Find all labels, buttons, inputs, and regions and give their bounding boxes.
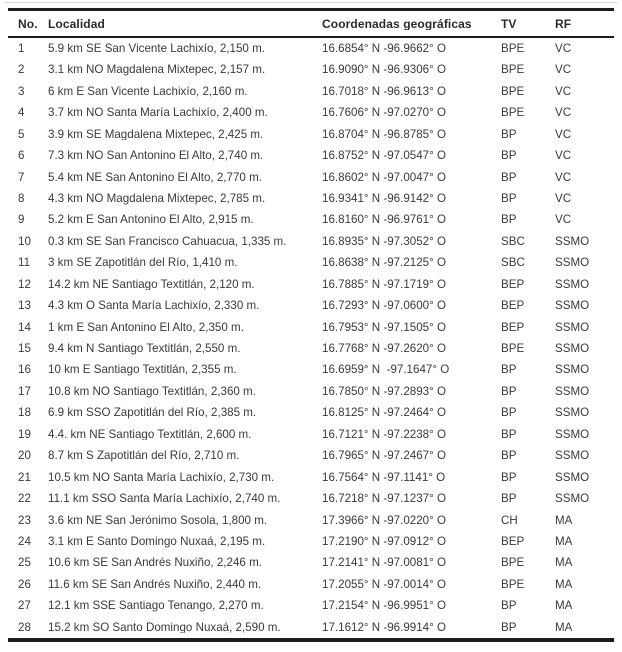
cell-rf: MA <box>555 535 573 548</box>
cell-rf: SSMO <box>555 300 590 312</box>
cell-coordenadas: 17.2141° N -97.0081° O <box>322 557 447 570</box>
table-row <box>8 145 614 166</box>
cell-localidad: 7.3 km NO San Antonino El Alto, 2,740 m. <box>48 150 264 162</box>
cell-rf: SSMO <box>555 385 590 398</box>
table-row <box>8 338 614 359</box>
cell-tv: BP <box>501 214 517 227</box>
table-body <box>8 38 614 638</box>
cell-rf: SSMO <box>555 471 590 484</box>
table-row <box>8 167 614 188</box>
cell-row-number: 4 <box>18 107 25 119</box>
table-row <box>8 445 614 466</box>
table-row <box>8 81 614 102</box>
cell-localidad: 4.4. km NE Santiago Textitlán, 2,600 m. <box>48 428 252 441</box>
cell-tv: SBC <box>501 257 525 269</box>
cell-rf: SSMO <box>555 278 590 291</box>
cell-coordenadas: 16.7121° N -97.2238° O <box>322 428 447 441</box>
cell-tv: BP <box>501 192 517 205</box>
table-row <box>8 252 614 273</box>
cell-row-number: 19 <box>18 428 31 441</box>
cell-row-number: 15 <box>18 343 31 355</box>
cell-coordenadas: 16.7953° N -97.1505° O <box>322 321 447 334</box>
cell-coordenadas: 16.7850° N -97.2893° O <box>322 385 447 398</box>
cell-localidad: 10.6 km SE San Andrés Nuxiño, 2,246 m. <box>48 557 262 570</box>
table-header-row <box>8 11 614 38</box>
cell-coordenadas: 16.8638° N -97.2125° O <box>322 257 447 269</box>
cell-row-number: 18 <box>18 407 31 419</box>
cell-tv: BP <box>501 471 517 484</box>
cell-tv: BPE <box>501 578 525 591</box>
cell-localidad: 6.9 km SSO Zapotitlán del Río, 2,385 m. <box>48 407 257 419</box>
table-row <box>8 574 614 595</box>
table-row <box>8 595 614 616</box>
cell-row-number: 12 <box>18 278 31 291</box>
cell-row-number: 17 <box>18 385 31 398</box>
cell-row-number: 9 <box>18 214 25 227</box>
table-row <box>8 295 614 316</box>
table-header <box>8 11 614 38</box>
cell-row-number: 3 <box>18 85 25 98</box>
cell-coordenadas: 17.2154° N -96.9951° O <box>322 600 447 612</box>
cell-rf: MA <box>555 600 573 612</box>
cell-localidad: 12.1 km SSE Santiago Tenango, 2,270 m. <box>48 600 264 612</box>
cell-tv: BP <box>501 128 517 141</box>
cell-coordenadas: 17.1612° N -96.9914° O <box>322 621 447 634</box>
table-row <box>8 467 614 488</box>
cell-coordenadas: 16.8704° N -96.8785° O <box>322 128 447 141</box>
table-row <box>8 38 614 59</box>
table-row <box>8 381 614 402</box>
table-row <box>8 402 614 423</box>
cell-rf: VC <box>555 64 572 76</box>
cell-tv: BP <box>501 450 517 462</box>
cell-localidad: 5.2 km E San Antonino El Alto, 2,915 m. <box>48 214 254 227</box>
cell-rf: SSMO <box>555 493 590 505</box>
cell-localidad: 6 km E San Vicente Lachixío, 2,160 m. <box>48 85 248 98</box>
cell-row-number: 26 <box>18 578 31 591</box>
cell-row-number: 6 <box>18 150 25 162</box>
cell-coordenadas: 16.8125° N -97.2464° O <box>322 407 447 419</box>
cell-rf: VC <box>555 150 572 162</box>
cell-coordenadas: 16.6854° N -96.9662° O <box>322 42 447 55</box>
cell-localidad: 4.3 km NO Magdalena Mixtepec, 2,785 m. <box>48 192 266 205</box>
cell-rf: MA <box>555 557 573 570</box>
cell-row-number: 22 <box>18 493 31 505</box>
cell-coordenadas: 16.8935° N -97.3052° O <box>322 235 447 248</box>
table-row <box>8 360 614 381</box>
cell-row-number: 20 <box>18 450 31 462</box>
cell-coordenadas: 17.2190° N -97.0912° O <box>322 535 447 548</box>
cell-localidad: 5.4 km NE San Antonino El Alto, 2,770 m. <box>48 171 262 184</box>
cell-localidad: 3.1 km NO Magdalena Mixtepec, 2,157 m. <box>48 64 266 76</box>
cell-rf: VC <box>555 85 572 98</box>
cell-localidad: 3 km SE Zapotitlán del Río, 1,410 m. <box>48 257 238 269</box>
cell-localidad: 5.9 km SE San Vicente Lachixío, 2,150 m. <box>48 42 265 55</box>
cell-row-number: 2 <box>18 64 25 76</box>
cell-coordenadas: 16.9090° N -96.9306° O <box>322 64 447 76</box>
cell-tv: BEP <box>501 535 525 548</box>
cell-coordenadas: 17.3966° N -97.0220° O <box>322 514 447 527</box>
table-row <box>8 317 614 338</box>
cell-coordenadas: 16.9341° N -96.9142° O <box>322 192 447 205</box>
cell-rf: SSMO <box>555 343 590 355</box>
cell-localidad: 0.3 km SE San Francisco Cahuacua, 1,335 m. <box>48 235 287 248</box>
localities-table <box>8 8 614 642</box>
table-row <box>8 231 614 252</box>
cell-row-number: 8 <box>18 192 25 205</box>
cell-coordenadas: 16.7606° N -97.0270° O <box>322 107 447 119</box>
cell-coordenadas: 16.7885° N -97.1719° O <box>322 278 447 291</box>
header-no: No. <box>18 17 38 30</box>
header-tv: TV <box>501 17 517 30</box>
cell-row-number: 5 <box>18 128 25 141</box>
cell-rf: VC <box>555 214 572 227</box>
cell-localidad: 3.7 km NO Santa María Lachixío, 2,400 m. <box>48 107 268 119</box>
cell-rf: SSMO <box>555 321 590 334</box>
cell-row-number: 13 <box>18 300 31 312</box>
cell-tv: BPE <box>501 64 525 76</box>
cell-tv: BPE <box>501 107 525 119</box>
cell-row-number: 21 <box>18 471 31 484</box>
cell-rf: SSMO <box>555 257 590 269</box>
cell-tv: CH <box>501 514 518 527</box>
cell-rf: VC <box>555 171 572 184</box>
cell-localidad: 3.9 km SE Magdalena Mixtepec, 2,425 m. <box>48 128 264 141</box>
table-row <box>8 617 614 638</box>
cell-tv: BEP <box>501 278 525 291</box>
cell-localidad: 10.8 km NO Santiago Textitlán, 2,360 m. <box>48 385 256 398</box>
cell-tv: BP <box>501 600 517 612</box>
header-coordenadas: Coordenadas geográficas <box>322 17 472 30</box>
cell-localidad: 11.1 km SSO Santa María Lachixío, 2,740 m. <box>48 493 281 505</box>
cell-rf: SSMO <box>555 235 590 248</box>
cell-coordenadas: 16.7018° N -96.9613° O <box>322 85 447 98</box>
cell-localidad: 11.6 km SE San Andrés Nuxiño, 2,440 m. <box>48 578 262 591</box>
table-row <box>8 124 614 145</box>
cell-rf: SSMO <box>555 364 590 377</box>
cell-coordenadas: 16.8160° N -96.9761° O <box>322 214 447 227</box>
cell-tv: BEP <box>501 321 525 334</box>
header-localidad: Localidad <box>48 17 105 30</box>
cell-localidad: 3.6 km NE San Jerónimo Sosola, 1,800 m. <box>48 514 268 527</box>
cell-rf: MA <box>555 578 573 591</box>
cell-row-number: 23 <box>18 514 31 527</box>
table-row <box>8 488 614 509</box>
cell-localidad: 10.5 km NO Santa María Lachixío, 2,730 m. <box>48 471 275 484</box>
cell-row-number: 1 <box>18 42 25 55</box>
cell-coordenadas: 16.7293° N -97.0600° O <box>322 300 447 312</box>
cell-tv: BPE <box>501 85 525 98</box>
cell-row-number: 27 <box>18 600 31 612</box>
cell-coordenadas: 16.8752° N -97.0547° O <box>322 150 447 162</box>
cell-row-number: 10 <box>18 235 31 248</box>
cell-tv: BP <box>501 150 517 162</box>
cell-localidad: 14.2 km NE Santiago Textitlán, 2,120 m. <box>48 278 255 291</box>
cell-localidad: 4.3 km O Santa María Lachixío, 2,330 m. <box>48 300 260 312</box>
table-row <box>8 531 614 552</box>
cell-rf: SSMO <box>555 428 590 441</box>
cell-coordenadas: 16.6959° N -97.1647° O <box>322 364 450 377</box>
cell-tv: BPE <box>501 343 525 355</box>
cell-coordenadas: 16.7965° N -97.2467° O <box>322 450 447 462</box>
cell-rf: SSMO <box>555 407 590 419</box>
cell-tv: BP <box>501 621 517 634</box>
cell-row-number: 24 <box>18 535 31 548</box>
cell-localidad: 9.4 km N Santiago Textitlán, 2,550 m. <box>48 343 241 355</box>
cell-tv: SBC <box>501 235 525 248</box>
cell-tv: BP <box>501 364 517 377</box>
cell-rf: VC <box>555 128 572 141</box>
cell-rf: MA <box>555 514 573 527</box>
cell-row-number: 11 <box>18 257 31 269</box>
cell-row-number: 25 <box>18 557 31 570</box>
header-rf: RF <box>555 17 572 30</box>
table-row <box>8 59 614 80</box>
cell-tv: BP <box>501 428 517 441</box>
cell-tv: BP <box>501 407 517 419</box>
cell-row-number: 14 <box>18 321 31 334</box>
cell-tv: BP <box>501 493 517 505</box>
cell-coordenadas: 16.7218° N -97.1237° O <box>322 493 447 505</box>
table-row <box>8 102 614 123</box>
table-row <box>8 210 614 231</box>
table-row <box>8 274 614 295</box>
cell-tv: BPE <box>501 557 525 570</box>
table-row <box>8 424 614 445</box>
page-top-rule <box>5 2 617 3</box>
cell-localidad: 15.2 km SO Santo Domingo Nuxaá, 2,590 m. <box>48 621 281 634</box>
cell-rf: MA <box>555 621 573 634</box>
cell-row-number: 16 <box>18 364 31 377</box>
table-row <box>8 188 614 209</box>
cell-row-number: 28 <box>18 621 31 634</box>
cell-rf: VC <box>555 192 572 205</box>
cell-coordenadas: 16.8602° N -97.0047° O <box>322 171 447 184</box>
table-row <box>8 510 614 531</box>
cell-localidad: 8.7 km S Zapotitlán del Río, 2,710 m. <box>48 450 240 462</box>
table-row <box>8 553 614 574</box>
cell-localidad: 1 km E San Antonino El Alto, 2,350 m. <box>48 321 244 334</box>
cell-coordenadas: 16.7564° N -97.1141° O <box>322 471 446 484</box>
cell-rf: SSMO <box>555 450 590 462</box>
cell-tv: BEP <box>501 300 525 312</box>
cell-coordenadas: 16.7768° N -97.2620° O <box>322 343 447 355</box>
cell-row-number: 7 <box>18 171 25 184</box>
cell-localidad: 10 km E Santiago Textitlán, 2,355 m. <box>48 364 237 377</box>
cell-rf: VC <box>555 42 572 55</box>
cell-coordenadas: 17.2055° N -97.0014° O <box>322 578 447 591</box>
cell-tv: BPE <box>501 42 525 55</box>
cell-tv: BP <box>501 171 517 184</box>
cell-rf: VC <box>555 107 572 119</box>
cell-tv: BP <box>501 385 517 398</box>
cell-localidad: 3.1 km E Santo Domingo Nuxaá, 2,195 m. <box>48 535 266 548</box>
